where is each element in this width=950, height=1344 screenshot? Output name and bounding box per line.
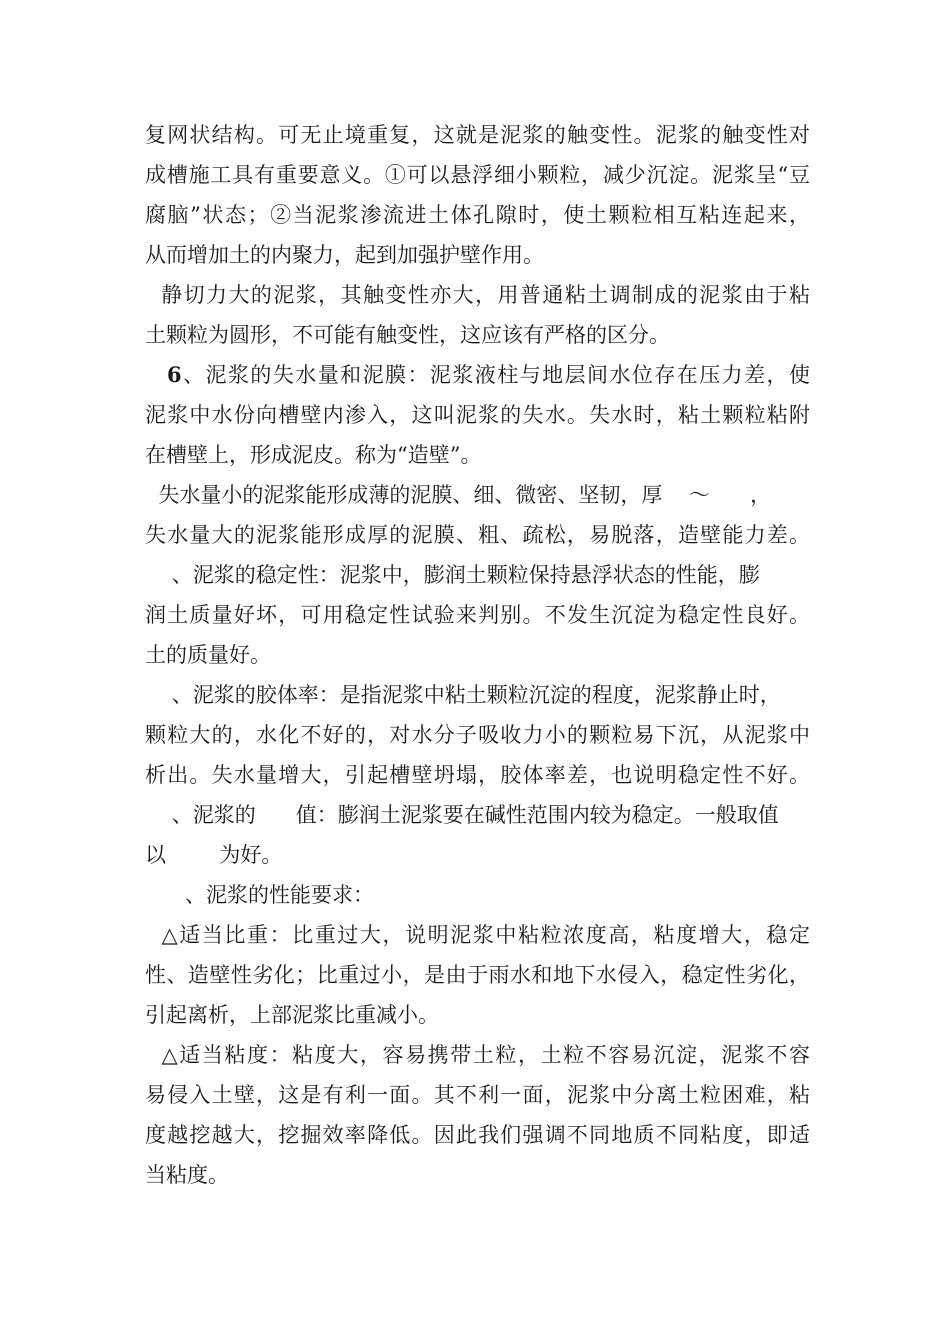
text-line: 腐脑”状态；②当泥浆渗流进土体孔隙时，使土颗粒相互粘连起来， [145, 203, 810, 227]
text-line: 土颗粒为圆形，不可能有触变性，这应该有严格的区分。 [145, 323, 670, 347]
text-line: 易侵入土壁，这是有利一面。其不利一面，泥浆中分离土粒困难，粘 [145, 1083, 810, 1107]
text-line: 、泥浆的失水量和泥膜：泥浆液柱与地层间水位存在压力差，使 [181, 363, 810, 387]
text-line: △适当粘度：粘度大，容易携带土粒，土粒不容易沉淀，泥浆不容 [145, 1043, 810, 1067]
section-heading-line [167, 358, 810, 392]
text-line: 静切力大的泥浆，其触变性亦大，用普通粘土调制成的泥浆由于粘 [145, 283, 810, 307]
text-line: 成槽施工具有重要意义。①可以悬浮细小颗粒，减少沉淀。泥浆呈“豆 [145, 163, 810, 187]
text-line: 、泥浆的性能要求： [145, 883, 375, 907]
text-line: 、泥浆的 值：膨润土泥浆要在碱性范围内较为稳定。一般取值 [145, 803, 779, 827]
text-line: 土的质量好。 [145, 643, 271, 667]
text-line: 度越挖越大，挖掘效率降低。因此我们强调不同地质不同粘度，即适 [145, 1123, 810, 1147]
text-line: 失水量小的泥浆能形成薄的泥膜、细、微密、坚韧，厚 ～ ， [145, 483, 772, 507]
text-line: 颗粒大的，水化不好的，对水分子吸收力小的颗粒易下沉，从泥浆中 [145, 723, 810, 747]
text-line: 当粘度。 [145, 1163, 229, 1187]
text-line: 析出。失水量增大，引起槽壁坍塌，胶体率差，也说明稳定性不好。 [145, 763, 810, 787]
text-line: 、泥浆的稳定性：泥浆中，膨润土颗粒保持悬浮状态的性能，膨 [145, 563, 760, 587]
text-line: 从而增加土的内聚力，起到加强护壁作用。 [145, 243, 544, 267]
section-number: 6 [167, 362, 182, 387]
text-line: 复网状结构。可无止境重复，这就是泥浆的触变性。泥浆的触变性对 [145, 123, 810, 147]
text-line: 引起离析，上部泥浆比重减小。 [145, 1003, 439, 1027]
text-line: 、泥浆的胶体率：是指泥浆中粘土颗粒沉淀的程度，泥浆静止时， [145, 683, 781, 707]
text-line: 性、造壁性劣化；比重过小，是由于雨水和地下水侵入，稳定性劣化， [145, 963, 810, 987]
text-line: 泥浆中水份向槽壁内渗入，这叫泥浆的失水。失水时，粘土颗粒粘附 [145, 403, 810, 427]
text-line: 在槽壁上，形成泥皮。称为“造壁”。 [145, 443, 482, 467]
text-line: △适当比重：比重过大，说明泥浆中粘粒浓度高，粘度增大，稳定 [145, 923, 810, 947]
text-line: 以 为好。 [145, 843, 283, 867]
text-line: 润土质量好坏，可用稳定性试验来判别。不发生沉淀为稳定性良好。 [145, 603, 810, 627]
text-line: 失水量大的泥浆能形成厚的泥膜、粗、疏松，易脱落，造壁能力差。 [145, 523, 810, 547]
